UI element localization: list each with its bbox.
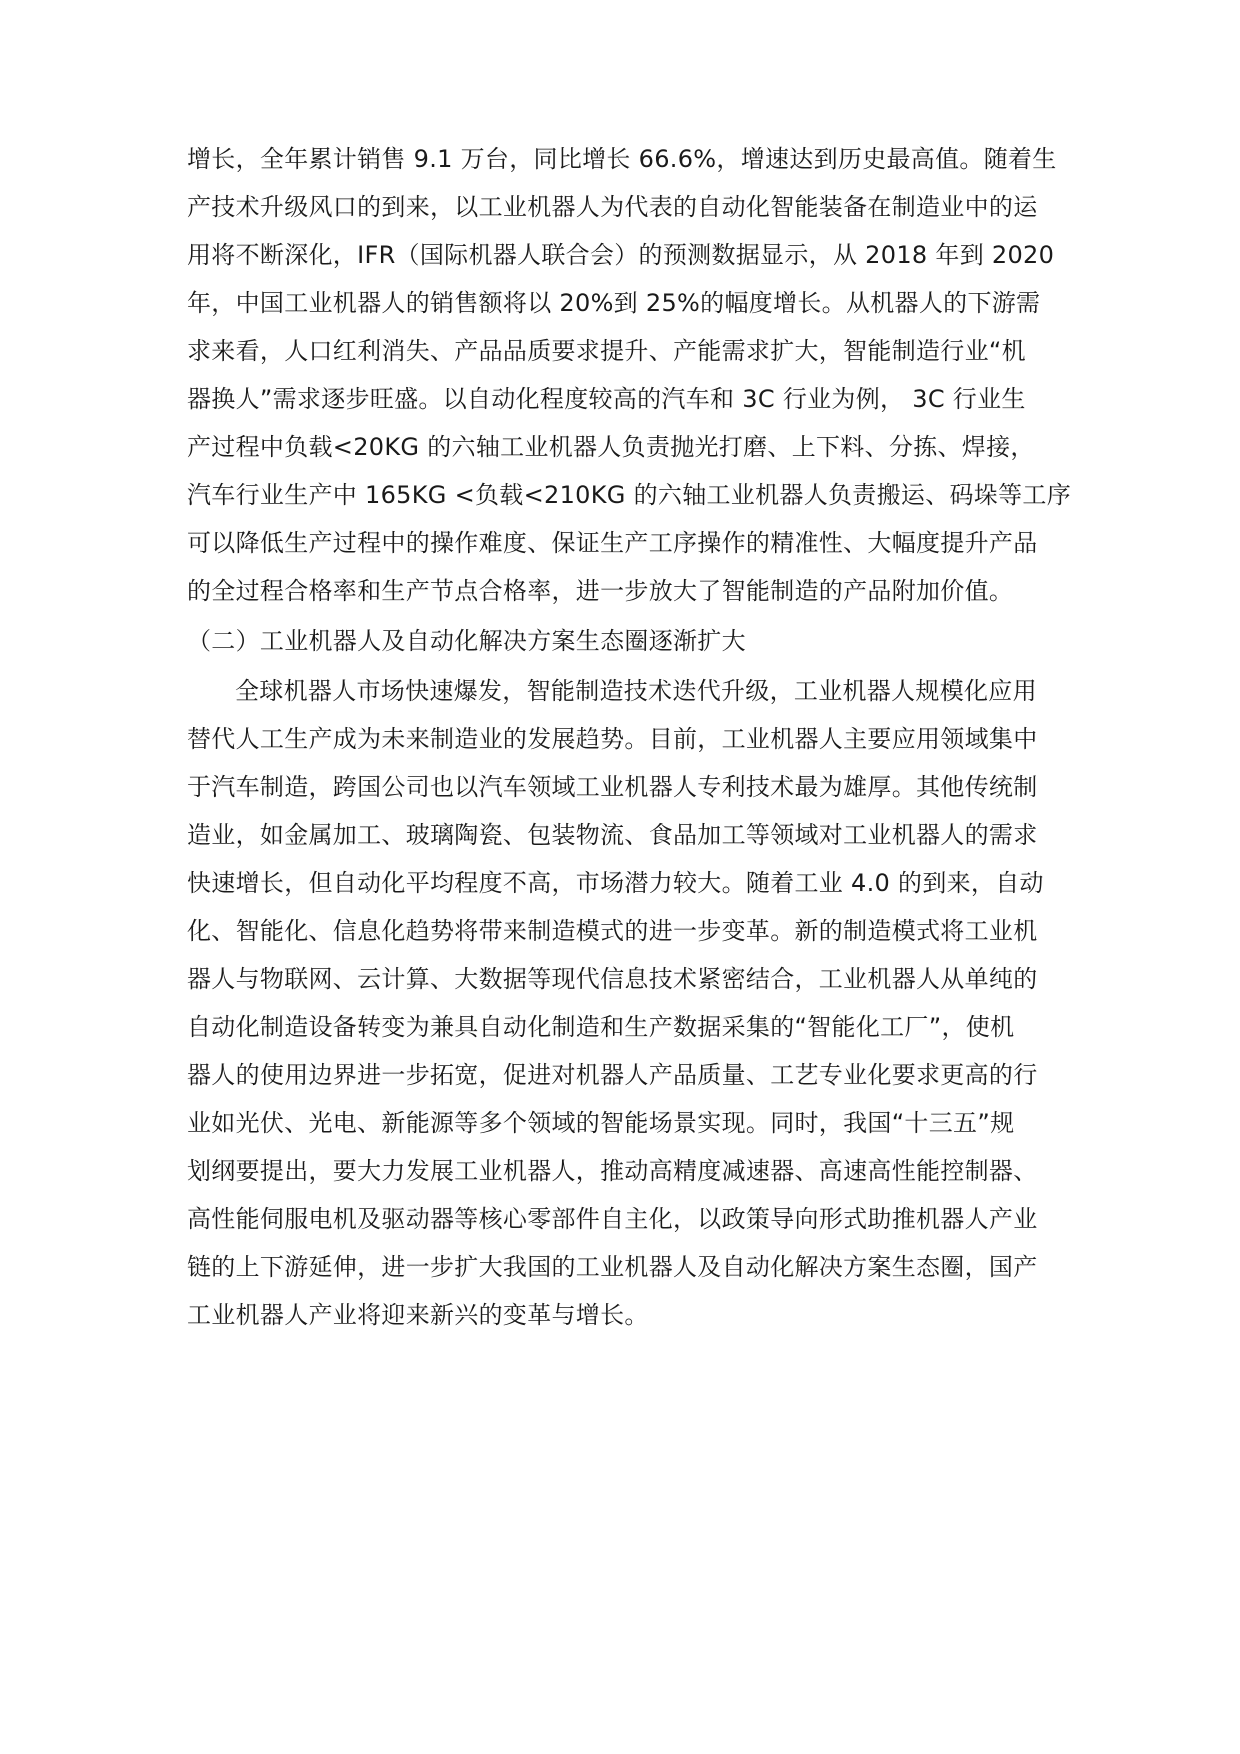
- paragraph-2-line-1: 全球机器人市场快速爆发，智能制造技术迭代升级，工业机器人规模化应用: [235, 677, 1037, 705]
- paragraph-2-line-2: 替代人工生产成为未来制造业的发展趋势。目前，工业机器人主要应用领域集中: [187, 725, 1038, 753]
- paragraph-2-line-4: 造业，如金属加工、玻璃陶瓷、包装物流、食品加工等领域对工业机器人的需求: [187, 821, 1038, 849]
- paragraph-1-line-4: 年，中国工业机器人的销售额将以 20%到 25%的幅度增长。从机器人的下游需: [187, 289, 1041, 317]
- paragraph-1-line-10: 的全过程合格率和生产节点合格率，进一步放大了智能制造的产品附加价值。: [187, 577, 1014, 605]
- paragraph-2-line-8: 自动化制造设备转变为兼具自动化制造和生产数据采集的“智能化工厂”，使机: [187, 1013, 1015, 1041]
- paragraph-2-line-11: 划纲要提出，要大力发展工业机器人，推动高精度减速器、高速高性能控制器、: [187, 1157, 1038, 1185]
- paragraph-1-line-1: 增长，全年累计销售 9.1 万台，同比增长 66.6%，增速达到历史最高值。随着生: [187, 145, 1057, 173]
- paragraph-2-line-13: 链的上下游延伸，进一步扩大我国的工业机器人及自动化解决方案生态圈，国产: [187, 1253, 1038, 1281]
- paragraph-2-line-10: 业如光伏、光电、新能源等多个领域的智能场景实现。同时，我国“十三五”规: [187, 1109, 1015, 1137]
- paragraph-1-line-7: 产过程中负载<20KG 的六轴工业机器人负责抛光打磨、上下料、分拣、焊接，: [187, 433, 1035, 461]
- paragraph-1-line-5: 求来看，人口红利消失、产品品质要求提升、产能需求扩大，智能制造行业“机: [187, 337, 1026, 365]
- paragraph-2-line-5: 快速增长，但自动化平均程度不高，市场潜力较大。随着工业 4.0 的到来，自动: [187, 869, 1044, 897]
- paragraph-2-line-3: 于汽车制造，跨国公司也以汽车领域工业机器人专利技术最为雄厚。其他传统制: [187, 773, 1038, 801]
- paragraph-1-line-6: 器换人”需求逐步旺盛。以自动化程度较高的汽车和 3C 行业为例， 3C 行业生: [187, 385, 1026, 413]
- paragraph-1-line-9: 可以降低生产过程中的操作难度、保证生产工序操作的精准性、大幅度提升产品: [187, 529, 1038, 557]
- paragraph-2-line-7: 器人与物联网、云计算、大数据等现代信息技术紧密结合，工业机器人从单纯的: [187, 965, 1038, 993]
- paragraph-1-line-3: 用将不断深化，IFR（国际机器人联合会）的预测数据显示，从 2018 年到 2020: [187, 241, 1055, 269]
- paragraph-2-line-9: 器人的使用边界进一步拓宽，促进对机器人产品质量、工艺专业化要求更高的行: [187, 1061, 1038, 1089]
- section-heading: （二）工业机器人及自动化解决方案生态圈逐渐扩大: [187, 627, 746, 655]
- paragraph-2-line-14: 工业机器人产业将迎来新兴的变革与增长。: [187, 1301, 649, 1329]
- paragraph-1-line-2: 产技术升级风口的到来，以工业机器人为代表的自动化智能装备在制造业中的运: [187, 193, 1038, 221]
- paragraph-2-line-6: 化、智能化、信息化趋势将带来制造模式的进一步变革。新的制造模式将工业机: [187, 917, 1038, 945]
- paragraph-2-line-12: 高性能伺服电机及驱动器等核心零部件自主化，以政策导向形式助推机器人产业: [187, 1205, 1038, 1233]
- paragraph-1-line-8: 汽车行业生产中 165KG <负载<210KG 的六轴工业机器人负责搬运、码垛等工序: [187, 481, 1071, 509]
